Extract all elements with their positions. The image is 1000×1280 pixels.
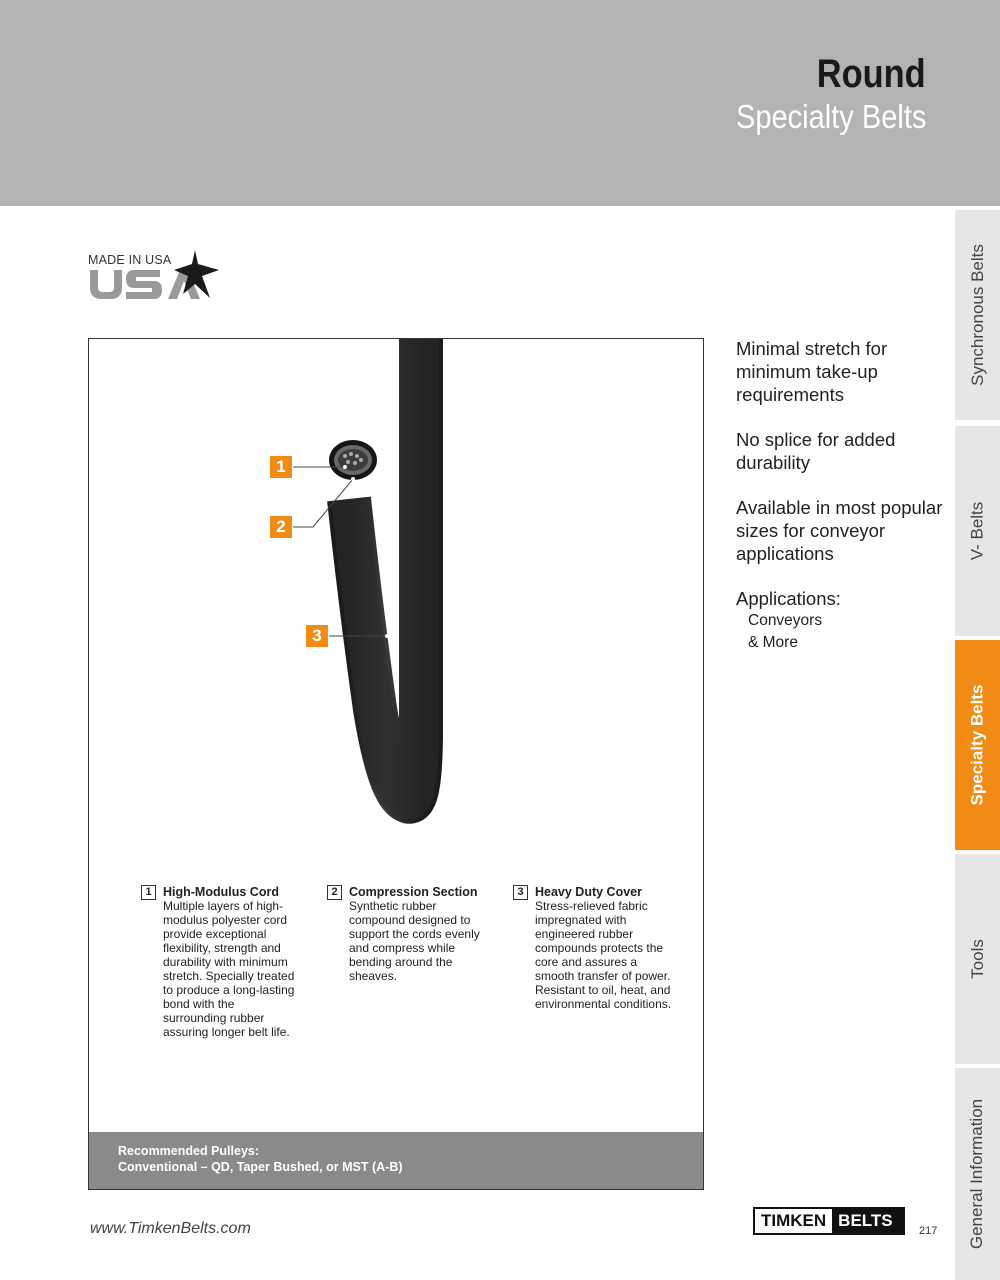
brand-right: BELTS	[832, 1209, 903, 1233]
component-number: 1	[141, 885, 156, 900]
feature-item: No splice for added durability	[736, 429, 896, 473]
component-title: Compression Section	[349, 885, 478, 899]
recommended-pulleys-bar	[89, 1132, 703, 1189]
website-link[interactable]: www.TimkenBelts.com	[90, 1220, 251, 1237]
component-number: 2	[327, 885, 342, 900]
round-belt-image	[89, 339, 705, 879]
product-illustration-panel	[88, 338, 704, 1190]
pulleys-heading: Recommended Pulleys:	[118, 1144, 260, 1158]
tab-label: V- Belts	[967, 501, 987, 561]
tab-label: Tools	[967, 939, 987, 979]
tab-general-information[interactable]	[955, 1068, 1000, 1280]
section-tabs	[955, 210, 1000, 1280]
component-description-2	[327, 885, 487, 983]
tab-tools[interactable]	[955, 854, 1000, 1064]
callout-1: 1	[270, 456, 292, 478]
feature-item: Minimal stretch for minimum take-up requirements	[736, 338, 888, 405]
page-number: 217	[919, 1225, 938, 1237]
page-subtitle: Specialty Belts	[735, 98, 926, 135]
made-in-usa-text: MADE IN USA	[88, 253, 172, 267]
feature-item: Available in most popular sizes for conveyor applications	[736, 497, 943, 564]
brand-left: TIMKEN	[755, 1209, 832, 1233]
component-body: Stress-relieved fabric impregnated with engineered rubber compounds protects the core and assures a smooth transfer of power. Resistant to oil, heat, and environmental conditions.	[535, 899, 672, 1011]
tab-label: General Information	[967, 1098, 987, 1250]
component-number: 3	[513, 885, 528, 900]
application-item: & More	[748, 634, 798, 651]
page-header	[0, 0, 1000, 206]
component-title: High-Modulus Cord	[163, 885, 279, 899]
callout-3: 3	[306, 625, 328, 647]
tab-label: Synchronous Belts	[967, 244, 987, 386]
timken-belts-logo	[753, 1207, 905, 1235]
tab-v-belts[interactable]	[955, 426, 1000, 636]
component-body: Synthetic rubber compound designed to support the cords evenly and compress while bending around the sheaves.	[349, 899, 480, 983]
tab-synchronous-belts[interactable]	[955, 210, 1000, 420]
tab-label: Specialty Belts	[967, 684, 987, 806]
component-title: Heavy Duty Cover	[535, 885, 642, 899]
pulleys-detail: Conventional – QD, Taper Bushed, or MST (A-B)	[118, 1160, 403, 1174]
applications-title: Applications:	[736, 588, 841, 609]
page-title: Round	[817, 52, 926, 96]
component-description-1	[141, 885, 301, 1039]
usa-star-logo-icon	[88, 246, 228, 306]
application-item: Conveyors	[748, 612, 823, 629]
component-description-3	[513, 885, 673, 1011]
callout-2: 2	[270, 516, 292, 538]
made-in-usa-logo	[88, 246, 228, 306]
component-body: Multiple layers of high-modulus polyester cord provide exceptional flexibility, strength and durability with minimum stretch. Specially treated to produce a long-lasting bond with the surrounding rubber assuring longer belt life.	[163, 899, 295, 1039]
feature-list	[736, 337, 946, 654]
tab-specialty-belts[interactable]	[955, 640, 1000, 850]
